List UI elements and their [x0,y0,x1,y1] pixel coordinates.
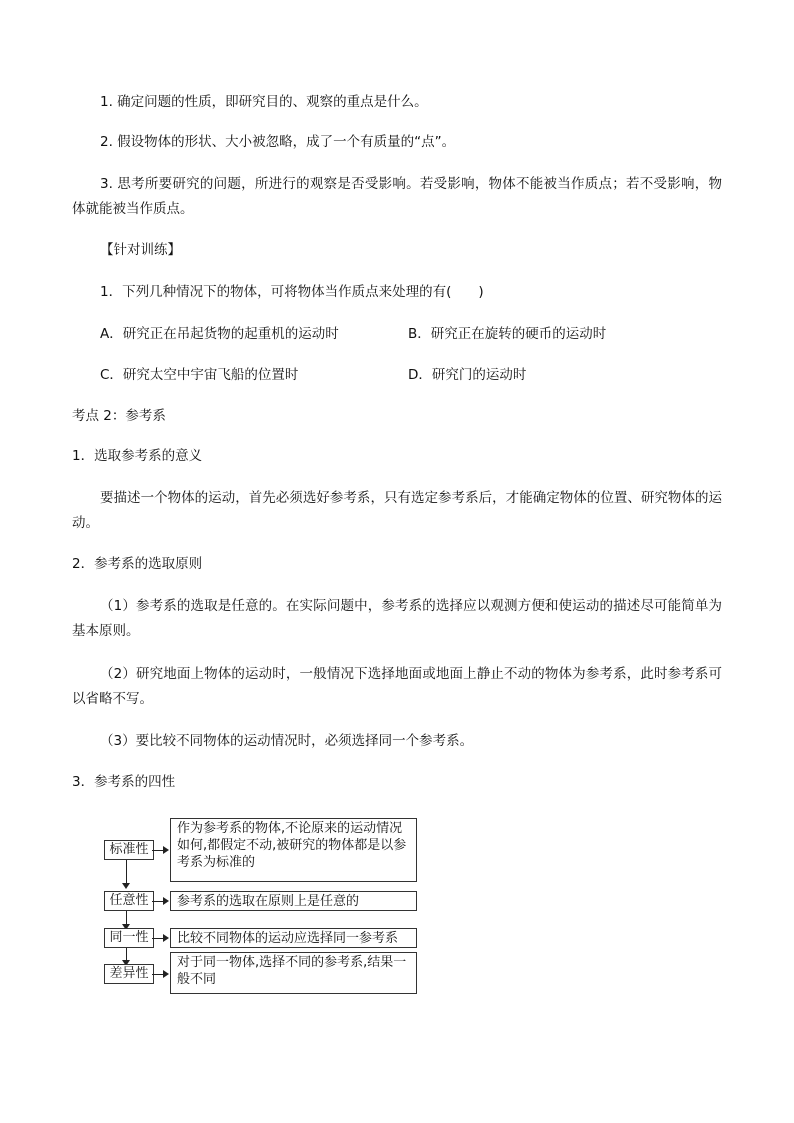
label-renyi: 任意性 [104,891,154,911]
desc-tongyi: 比较不同物体的运动应选择同一参考系 [170,928,417,948]
desc-biaozhun: 作为参考系的物体,不论原来的运动情况如何,都假定不动,被研究的物体都是以参考系为标准的 [170,818,417,882]
point-2: 2. 假设物体的形状、大小被忽略，成了一个有质量的“点”。 [100,134,456,150]
section-2-principle-2: （2）研究地面上物体的运动时，一般情况下选择地面或地面上静止不动的物体为参考系，此时参考系可以省略不写。 [72,666,722,707]
training-heading: 【针对训练】 [100,242,181,258]
down-connector [126,860,127,884]
reference-frame-properties-diagram [100,816,420,996]
section-2-principle-3: （3）要比较不同物体的运动情况时，必须选择同一个参考系。 [100,733,474,749]
right-arrow-icon [163,934,169,942]
right-arrow-icon [163,970,169,978]
section-1-title: 1．选取参考系的意义 [72,448,203,464]
desc-renyi: 参考系的选取在原则上是任意的 [170,891,417,911]
down-arrow-icon [122,883,130,889]
section-2-title: 2．参考系的选取原则 [72,556,203,572]
desc-chayi: 对于同一物体,选择不同的参考系,结果一般不同 [170,952,417,994]
section-2-principle-1: （1）参考系的选取是任意的。在实际问题中，参考系的选择应以观测方便和使运动的描述尽可能简单为基本原则。 [72,598,722,639]
option-b: B．研究正在旋转的硬币的运动时 [408,326,607,342]
label-tongyi: 同一性 [104,928,154,948]
label-chayi: 差异性 [104,964,154,984]
right-arrow-icon [163,897,169,905]
training-question: 1．下列几种情况下的物体，可将物体当作质点来处理的有( ) [100,284,484,300]
section-3-title: 3．参考系的四性 [72,774,176,790]
point-3: 3. 思考所要研究的问题，所进行的观察是否受影响。若受影响，物体不能被当作质点；若不受影响，物体就能被当作质点。 [72,176,722,217]
option-c: C．研究太空中宇宙飞船的位置时 [100,367,299,383]
option-a: A．研究正在吊起货物的起重机的运动时 [100,326,339,342]
down-connector [126,947,127,961]
right-arrow-icon [163,846,169,854]
label-biaozhun: 标准性 [104,840,154,860]
option-d: D．研究门的运动时 [408,367,527,383]
down-connector [126,911,127,925]
kaodian-2-title: 考点 2：参考系 [72,408,166,424]
point-1: 1. 确定问题的性质，即研究目的、观察的重点是什么。 [100,94,428,110]
section-1-text: 要描述一个物体的运动，首先必须选好参考系，只有选定参考系后，才能确定物体的位置、研究物体的运动。 [72,490,722,531]
